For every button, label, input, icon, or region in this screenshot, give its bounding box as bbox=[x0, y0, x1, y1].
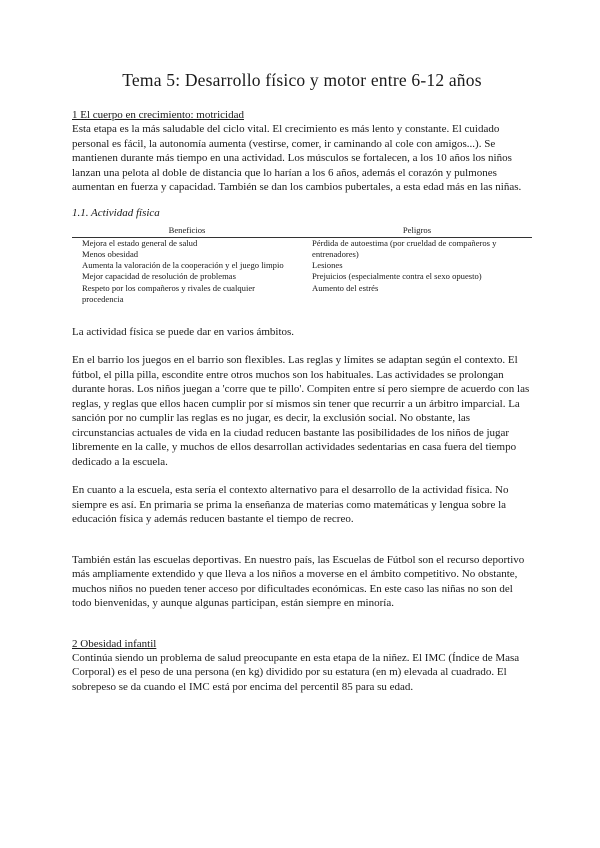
beneficios-peligros-table bbox=[72, 225, 532, 305]
section-heading-motricidad: 1 El cuerpo en crecimiento: motricidad bbox=[72, 109, 244, 121]
beneficios-column bbox=[72, 237, 302, 305]
paragraph-obesidad: Continúa siendo un problema de salud preocupante en esta etapa de la niñez. El IMC (Índice de Masa Corporal) es el peso de una persona (en kg) dividido por su estatura (en m) elevada al cuadrado. El sobrepeso se da cuando el IMC está por encima del percentil 85 para su edad. bbox=[72, 651, 520, 693]
peligro-item: Pérdida de autoestima (por crueldad de compañeros y entrenadores) bbox=[312, 237, 497, 259]
page-title: Tema 5: Desarrollo físico y motor entre 6-12 años bbox=[122, 70, 482, 90]
beneficio-item: Mejora el estado general de salud bbox=[82, 237, 198, 248]
paragraph-escuela: En cuanto a la escuela, esta sería el contexto alternativo para el desarrollo de la actividad física. No siempre es así. En primaria se prima la enseñanza de materias como matemáticas y lengua sobre la educación física y además reducen bastante el tiempo de recreo. bbox=[72, 484, 509, 526]
beneficio-item: Respeto por los compañeros y rivales de cualquier procedencia bbox=[82, 282, 256, 304]
peligro-item: Prejuicios (especialmente contra el sexo opuesto) bbox=[312, 271, 482, 282]
beneficio-item: Menos obesidad bbox=[82, 248, 139, 259]
paragraph-ambitos: La actividad física se puede dar en varios ámbitos. bbox=[72, 325, 295, 338]
peligro-item: Lesiones bbox=[312, 260, 343, 271]
paragraph-barrio: En el barrio los juegos en el barrio son flexibles. Las reglas y límites se adaptan según el contexto. El fútbol, el pilla pilla, escondite entre otros muchos son los habituales. Las actividades se prolongan durante horas. Los niños juegan a 'corre que te pillo'. Compiten entre sí pero siempre de acuerdo con las reglas, y reglas que ellos hacen cumplir por sí mismos sin tener que recurrir a un árbitro imparcial. La sanción por no cumplir las reglas es no jugar, es decir, la exclusión social. No obstante, las circunstancias actuales de vida en la ciudad reducen bastante las posibilidades de los niños de jugar libremente en la calle, y muchos de ellos desarrollan actividades sedentarias en casa fuera del tiempo dedicado a la escuela. bbox=[72, 354, 530, 468]
section-heading-obesidad: 2 Obesidad infantil bbox=[72, 637, 157, 650]
paragraph-escuelas-deportivas: También están las escuelas deportivas. En nuestro país, las Escuelas de Fútbol son el recurso deportivo más ampliamente extendido y que lleva a los niños a moverse en el ámbito competitivo. No obstante, muchos niños no pueden tener acceso por dificultades económicas. En este caso las niñas no son del todo bienvenidas, y aunque algunas participan, están siempre en minoría. bbox=[72, 553, 525, 610]
subsection-heading-actividad-fisica: 1.1. Actividad física bbox=[72, 206, 160, 219]
table-header-peligros: Peligros bbox=[302, 225, 532, 238]
table-header-beneficios: Beneficios bbox=[72, 225, 302, 238]
document-page bbox=[72, 70, 532, 694]
peligros-column bbox=[302, 237, 532, 305]
beneficio-item: Mejor capacidad de resolución de problemas bbox=[82, 271, 236, 282]
beneficio-item: Aumenta la valoración de la cooperación y el juego limpio bbox=[82, 260, 284, 271]
paragraph-crecimiento: Esta etapa es la más saludable del ciclo vital. El crecimiento es más lento y constante. El cuidado personal es fácil, la autonomía aumenta (vestirse, comer, ir caminando al cole con amigos...). Se mantienen durante más tiempo en una actividad. Los músculos se fortalecen, a los 10 años los niños lanzan una pelota al doble de distancia que lo harían a los 6 años, además el corazón y pulmones aumentan en fuerza y capacidad. También se dan los cambios pubertales, a esta edad más en las niñas. bbox=[72, 123, 522, 193]
peligro-item: Aumento del estrés bbox=[312, 282, 379, 293]
